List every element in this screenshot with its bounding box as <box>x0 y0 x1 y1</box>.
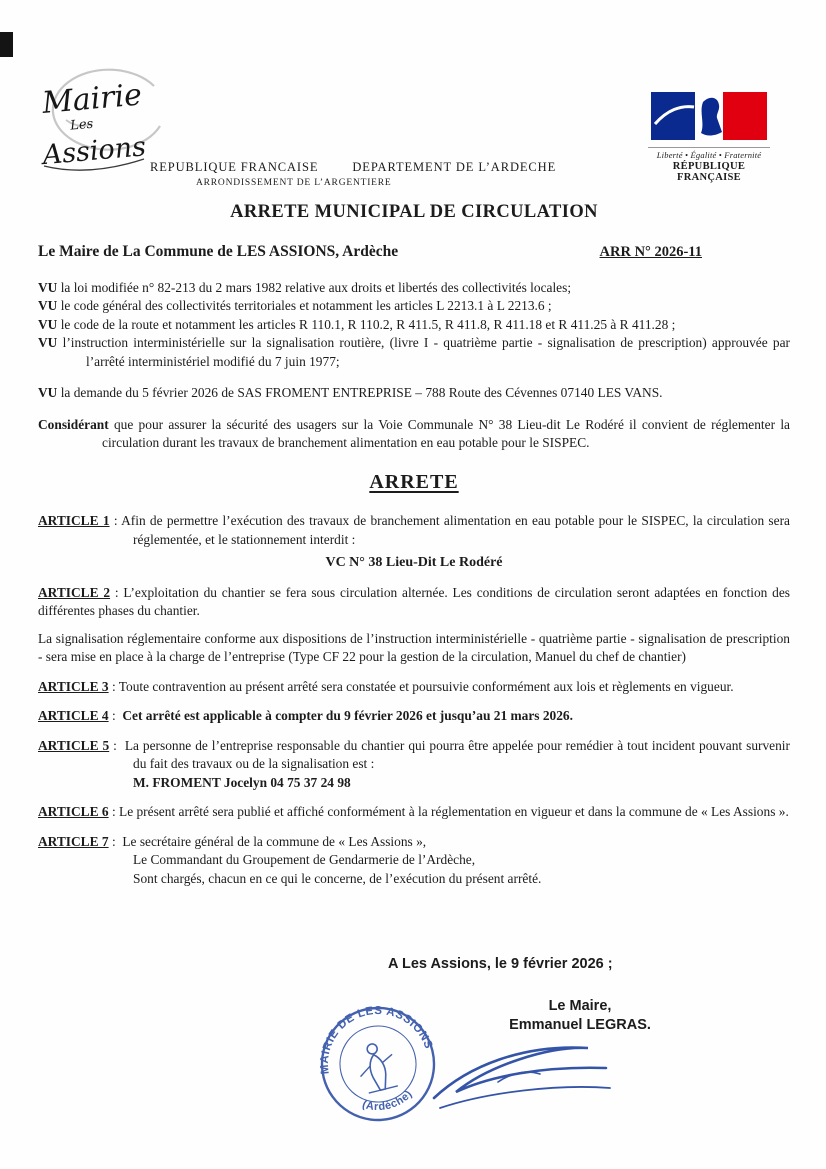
svg-text:(Ardèche) <box>358 1087 417 1119</box>
article-separator: : <box>110 584 124 600</box>
vu-text: l’instruction interministérielle sur la signalisation routière, (livre I - quatrième partie - signalisation de prescription) approuvée par l’arrêté interministériel modifié du 7 juin 1977; <box>62 335 791 369</box>
place-and-date: A Les Assions, le 9 février 2026 ; <box>388 956 613 972</box>
considerant-clause <box>38 416 790 453</box>
vu-text: la demande du 5 février 2026 de SAS FROMENT ENTREPRISE – 788 Route des Cévennes 07140 LES VANS. <box>60 385 663 401</box>
article-separator: : <box>109 737 125 753</box>
intro-row <box>38 241 790 262</box>
article-6 <box>38 803 790 822</box>
decree-heading: ARRETE <box>369 470 459 493</box>
considerant-text: que pour assurer la sécurité des usagers sur la Voie Communale N° 38 Lieu-dit Le Rodéré il convient de réglementer la circulation durant les travaux de branchement alimentation en eau potable pour le SISPEC. <box>102 416 790 451</box>
article-text: La personne de l’entreprise responsable du chantier qui pourra être appelée pour remédier à tout incident pouvant survenir du fait des travaux ou de la signalisation est : <box>124 737 790 772</box>
articles-section <box>38 512 790 888</box>
preamble-section <box>38 279 790 453</box>
stamp-top-text: MAIRIE DE LES ASSIONS <box>318 1004 435 1075</box>
article-2-signage-paragraph: La signalisation réglementaire conforme aux dispositions de l’instruction interministérielle - quatrième partie - signalisation de prescription - sera mise en place à la charge de l’entreprise (Type CF 22 pour la gestion de la circulation, Manuel du chef de chantier) <box>38 630 790 665</box>
article-label: ARTICLE 1 <box>38 513 110 529</box>
article-label: ARTICLE 5 <box>38 737 110 753</box>
logo-text-les: Les <box>69 116 94 134</box>
logo-text-mairie: Mairie <box>40 77 144 121</box>
article-text: Le secrétaire général de la commune de « Les Assions », <box>122 833 427 849</box>
article-2 <box>38 584 790 667</box>
contact-person: M. FROMENT Jocelyn 04 75 37 24 98 <box>133 774 351 790</box>
vu-keyword: VU <box>38 316 58 332</box>
administrative-header <box>150 160 556 188</box>
republic-motto: Liberté • Égalité • Fraternité <box>648 147 770 160</box>
republique-label: REPUBLIQUE FRANCAISE <box>150 160 319 174</box>
flag-blue-band <box>651 92 695 140</box>
mayor-line: Le Maire de La Commune de LES ASSIONS, Ardèche <box>38 242 399 260</box>
article-label: ARTICLE 2 <box>38 584 111 600</box>
article-text: L’exploitation du chantier se fera sous circulation alternée. Les conditions de circulation seront adaptées en fonction des différentes phases du chantier. <box>38 584 791 619</box>
vu-text: la loi modifiée n° 82-213 du 2 mars 1982 relative aux droits et libertés des collectivités locales; <box>60 279 572 295</box>
signatory-name: Emmanuel LEGRAS. <box>509 1016 651 1033</box>
vu-clause <box>38 279 790 298</box>
vu-keyword: VU <box>38 335 58 351</box>
republique-francaise-logo <box>648 92 770 183</box>
document-title: ARRETE MUNICIPAL DE CIRCULATION <box>230 202 598 222</box>
signature-mark <box>428 1036 616 1122</box>
article-text: Toute contravention au présent arrêté sera constatée et poursuivie conformément aux lois et règlements en vigueur. <box>118 678 734 694</box>
article-label: ARTICLE 6 <box>38 804 109 820</box>
vu-clause <box>38 334 790 371</box>
article-separator: : <box>108 678 119 694</box>
vu-clause <box>38 297 790 316</box>
signature-stroke-flourish <box>440 1087 610 1108</box>
article-separator: : <box>108 833 123 849</box>
considerant-keyword: Considérant <box>38 416 109 432</box>
article-7-line-2: Le Commandant du Groupement de Gendarmerie de l’Ardèche, <box>133 852 476 868</box>
article-text: Le présent arrêté sera publié et affiché conformément à la réglementation en vigueur et dans la commune de « Les Assions ». <box>119 804 789 820</box>
article-4 <box>38 707 790 726</box>
decree-number: ARR N° 2026-11 <box>599 243 702 260</box>
scan-artifact <box>0 32 13 57</box>
article-5 <box>38 737 790 793</box>
vu-clause-demande <box>38 384 790 403</box>
article-separator: : <box>109 513 122 529</box>
article-7 <box>38 833 790 889</box>
vu-keyword: VU <box>38 298 58 314</box>
validity-period-text: Cet arrêté est applicable à compter du 9 février 2026 et jusqu’au 21 mars 2026. <box>122 708 573 724</box>
french-flag-icon <box>651 92 767 144</box>
arrondissement-label: ARRONDISSEMENT DE L’ARGENTIERE <box>196 178 392 188</box>
logo-text-assions: Assions <box>41 131 148 172</box>
article-label: ARTICLE 3 <box>38 678 109 694</box>
article-label: ARTICLE 4 <box>38 708 109 724</box>
article-separator: : <box>108 804 120 820</box>
vu-clause <box>38 316 790 335</box>
article-label: ARTICLE 7 <box>38 833 109 849</box>
vu-keyword: VU <box>38 279 58 295</box>
stamp-bottom-text: (Ardèche) <box>360 1088 415 1114</box>
flag-red-band <box>723 92 767 140</box>
article-1 <box>38 512 790 572</box>
republic-name: RÉPUBLIQUE FRANÇAISE <box>672 161 746 183</box>
signatory-title: Le Maire, <box>548 998 612 1014</box>
road-designation: VC N° 38 Lieu-Dit Le Rodéré <box>325 555 503 571</box>
article-text: Afin de permettre l’exécution des travaux de branchement alimentation en eau potable pour le SISPEC, la circulation sera réglementée, et le stationnement interdit : <box>121 513 790 547</box>
signatory-block <box>496 997 664 1035</box>
article-separator: : <box>108 708 123 724</box>
vu-text: le code général des collectivités territoriales et notamment les articles L 2213.1 à L 2213.6 ; <box>60 298 552 314</box>
vu-text: le code de la route et notamment les articles R 110.1, R 110.2, R 411.5, R 411.8, R 411.18 et R 411.25 à R 411.28 ; <box>60 316 676 332</box>
stamp-marianne-figure <box>354 1040 400 1094</box>
departement-label: DEPARTEMENT DE L’ARDECHE <box>352 160 557 174</box>
article-3 <box>38 678 790 697</box>
article-7-line-3: Sont chargés, chacun en ce qui le concerne, de l’exécution du présent arrêté. <box>133 870 542 886</box>
vu-keyword: VU <box>38 385 58 401</box>
